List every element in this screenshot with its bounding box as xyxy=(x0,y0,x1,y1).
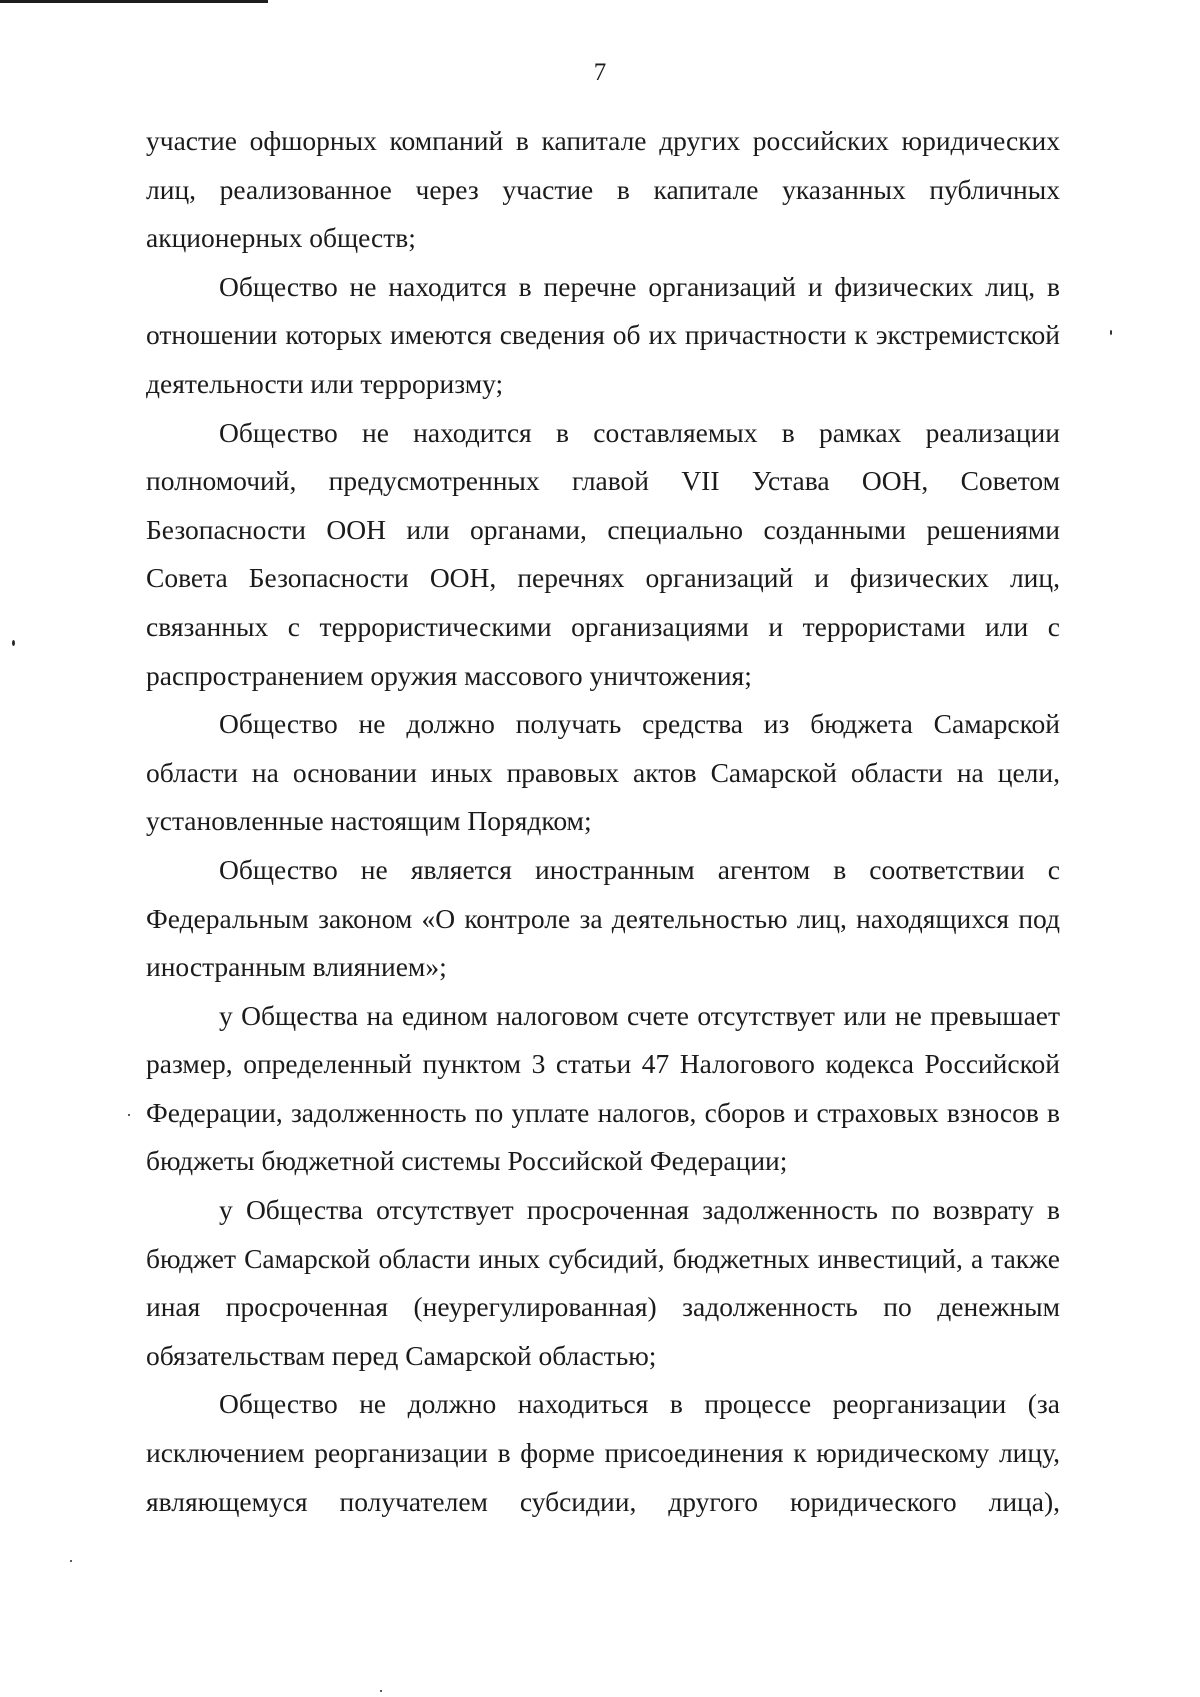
scan-speck xyxy=(128,1114,130,1116)
paragraph-offshore-participation: участие офшорных компаний в капитале других российских юридических лиц, реализованное через участие в капитале указанных публичных акционерных обществ; xyxy=(146,125,1060,254)
paragraph-extremism-list: Общество не находится в перечне организаций и физических лиц, в отношении которых имеются сведения об их причастности к экстремистской деятельности или терроризму; xyxy=(146,270,1060,399)
paragraph-tax-debt: у Общества на едином налоговом счете отсутствует или не превышает размер, определенный пунктом 3 статьи 47 Налогового кодекса Российской Федерации, задолженность по уплате налогов, сборов и страховых взносов в бюджеты бюджетной системы Российской Федерации; xyxy=(146,999,1060,1177)
page-number: 7 xyxy=(593,59,607,86)
paragraph-un-security-council-list: Общество не находится в составляемых в рамках реализации полномочий, предусмотренных главой VII Устава ООН, Советом Безопасности ООН или органами, специально созданными решениями Совета Безопасности ООН, перечнях организаций и физических лиц, связанных с террористическими организациями и террористами или с распространением оружия массового уничтожения; xyxy=(146,416,1060,691)
paragraph-reorganization: Общество не должно находиться в процессе реорганизации (за исключением реорганизации в форме присоединения к юридическому лицу, являющемуся получателем субсидии, другого юридического лица), xyxy=(146,1388,1060,1517)
paragraph-overdue-debt: у Общества отсутствует просроченная задолженность по возврату в бюджет Самарской области иных субсидий, бюджетных инвестиций, а также иная просроченная (неурегулированная) задолженность по денежным обязательствам перед Самарской областью; xyxy=(146,1194,1060,1371)
scan-edge-line xyxy=(0,0,268,3)
scan-speck xyxy=(380,1690,382,1692)
paragraph-foreign-agent: Общество не является иностранным агентом в соответствии с Федеральным законом «О контроле за деятельностью лиц, находящихся под иностранным влиянием»; xyxy=(146,853,1060,983)
document-body xyxy=(146,117,1060,1526)
scan-speck xyxy=(1110,330,1112,335)
paragraph-other-budget-funds: Общество не должно получать средства из бюджета Самарской области на основании иных правовых актов Самарской области на цели, установленные настоящим Порядком; xyxy=(146,708,1060,837)
scan-speck xyxy=(70,1560,72,1562)
scan-speck xyxy=(12,640,15,646)
